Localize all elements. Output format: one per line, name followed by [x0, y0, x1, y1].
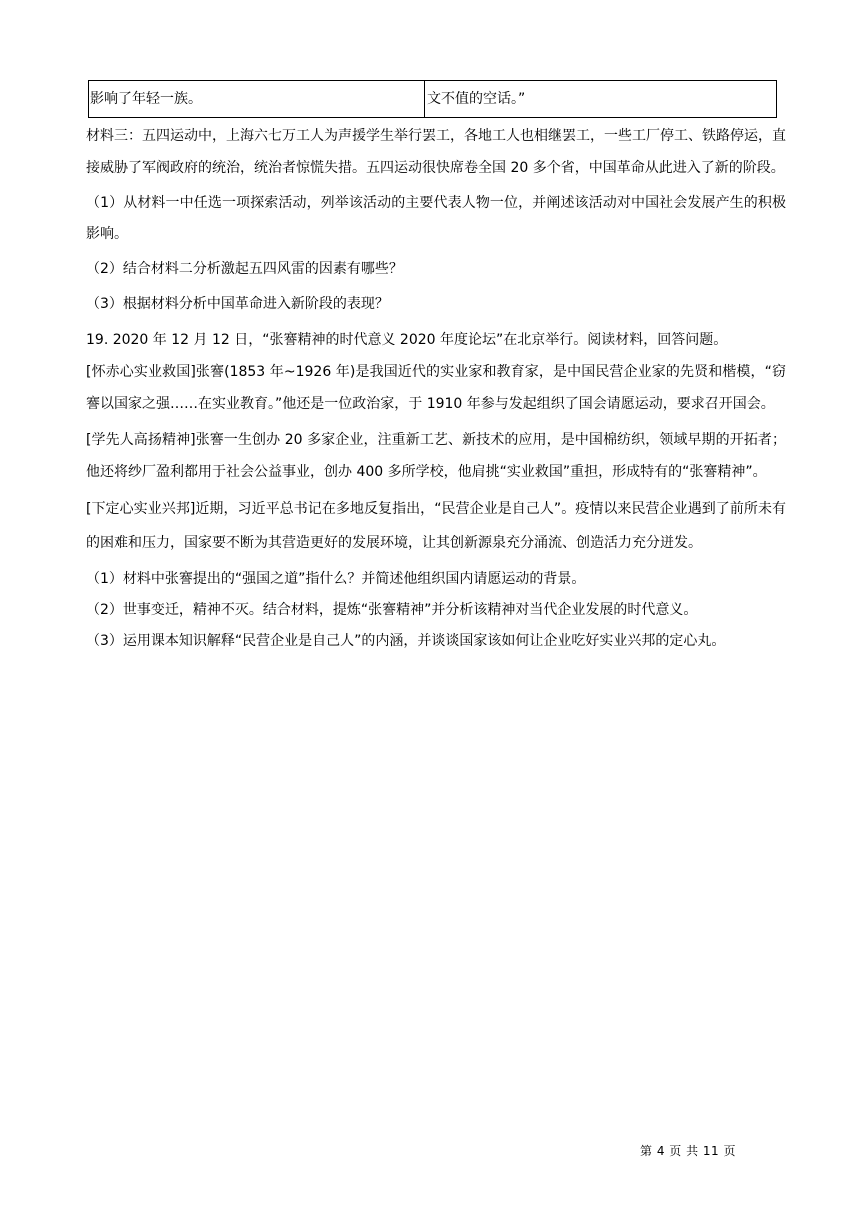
q19-intro: 19. 2020 年 12 月 12 日，“张謇精神的时代意义 2020 年度论坛”在北京举行。阅读材料，回答问题。 — [86, 332, 728, 348]
page-number-footer: 第 4 页 共 11 页 — [640, 1144, 736, 1158]
q19-sub-2: （2）世事变迁，精神不灭。结合材料，提炼“张謇精神”并分析该精神对当代企业发展的时代意义。 — [86, 602, 698, 618]
q19-material-patriotism: [怀赤心实业救国]张謇(1853 年~1926 年)是我国近代的实业家和教育家，是中国民营企业家的先贤和楷模，“窃謇以国家之强……在实业教育。”他还是一位政治家，于 1910 年参与发起组织了国会请愿运动，要求召开国会。 — [86, 364, 786, 412]
q19-sub-1: （1）材料中张謇提出的“强国之道”指什么？并简述他组织国内请愿运动的背景。 — [86, 571, 586, 587]
document-body — [86, 120, 786, 657]
q19-material-spirit: [学先人高扬精神]张謇一生创办 20 多家企业，注重新工艺、新技术的应用，是中国棉纺织，领域早期的开拓者；他还将纱厂盈利都用于社会公益事业，创办 400 多所学校，他肩挑“实业救国”重担，形成特有的“张謇精神”。 — [86, 432, 786, 480]
material-table-fragment — [88, 80, 777, 118]
q18-sub-2: （2）结合材料二分析激起五四风雷的因素有哪些？ — [86, 261, 403, 277]
material-three: 材料三：五四运动中，上海六七万工人为声援学生举行罢工，各地工人也相继罢工，一些工厂停工、铁路停运，直接威胁了军阀政府的统治，统治者惊慌失措。五四运动很快席卷全国 20 多个省，中国革命从此进入了新的阶段。 — [86, 128, 786, 176]
q19-sub-3: （3）运用课本知识解释“民营企业是自己人”的内涵，并谈谈国家该如何让企业吃好实业兴邦的定心丸。 — [86, 633, 726, 649]
q18-sub-1: （1）从材料一中任选一项探索活动，列举该活动的主要代表人物一位，并阐述该活动对中国社会发展产生的积极影响。 — [86, 195, 786, 242]
table-cell-right: 文不值的空话。” — [427, 91, 526, 107]
q19-material-private-enterprise: [下定心实业兴邦]近期，习近平总书记在多地反复指出，“民营企业是自己人”。疫情以来民营企业遇到了前所未有的困难和压力，国家要不断为其营造更好的发展环境，让其创新源泉充分涌流、创造活力充分迸发。 — [86, 501, 786, 551]
table-cell-left: 影响了年轻一族。 — [89, 81, 425, 117]
q18-sub-3: （3）根据材料分析中国革命进入新阶段的表现？ — [86, 296, 389, 312]
